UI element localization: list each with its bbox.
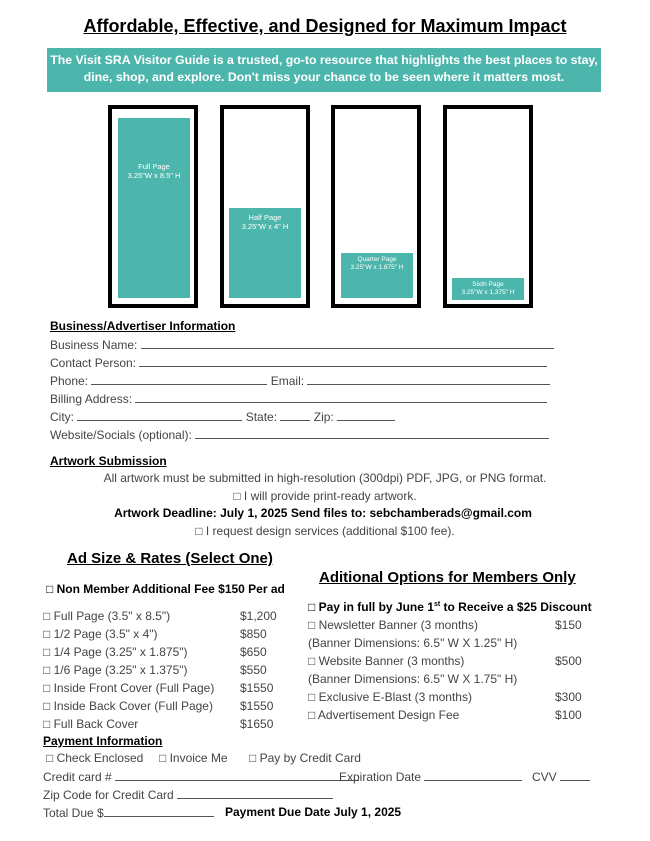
rate-price: $1550 bbox=[240, 699, 274, 713]
total-field[interactable] bbox=[104, 805, 214, 817]
ad-dims: 3.25"W x 4" H bbox=[241, 222, 289, 231]
payment-heading: Payment Information bbox=[43, 734, 163, 748]
phone-label: Phone: bbox=[50, 374, 89, 388]
page-title: Affordable, Effective, and Designed for Maximum Impact bbox=[83, 16, 567, 36]
rate-item[interactable]: □ 1/2 Page (3.5" x 4") bbox=[43, 627, 158, 641]
cvv-field[interactable] bbox=[560, 769, 590, 781]
rate-item[interactable]: □ Full Back Cover bbox=[43, 717, 139, 731]
rate-item[interactable]: □ Website Banner (3 months) bbox=[308, 654, 465, 668]
rate-item[interactable]: □ Newsletter Banner (3 months) bbox=[308, 618, 478, 632]
rate-price: $150 bbox=[555, 618, 582, 632]
payment-due: Payment Due Date July 1, 2025 bbox=[225, 805, 402, 819]
ad-name: Half Page bbox=[248, 213, 282, 222]
design-services-option[interactable]: □ I request design services (additional $100 fee). bbox=[195, 524, 455, 538]
quarter-page-frame bbox=[331, 105, 421, 308]
card-label: Credit card # bbox=[43, 770, 112, 784]
rate-price: $1550 bbox=[240, 681, 274, 695]
ad-dims: 3.25"W x 1.875" H bbox=[350, 264, 404, 271]
intro-banner: The Visit SRA Visitor Guide is a trusted, go-to resource that highlights the best places to stay, dine, shop, and explore. Don't miss your chance to be seen where it matters most. bbox=[47, 48, 601, 92]
nonmember-fee-option[interactable]: □ Non Member Additional Fee $150 Per ad bbox=[46, 582, 285, 596]
billing-label: Billing Address: bbox=[50, 392, 133, 406]
invoice-option[interactable]: □ Invoice Me bbox=[159, 751, 228, 765]
sixth-page-ad bbox=[452, 278, 524, 300]
business-name-label: Business Name: bbox=[50, 338, 138, 352]
cvv-label: CVV bbox=[532, 770, 557, 784]
artwork-requirements: All artwork must be submitted in high-resolution (300dpi) PDF, JPG, or PNG format. bbox=[103, 471, 547, 485]
artwork-deadline: Artwork Deadline: July 1, 2025 Send files to: sebchamberads@gmail.com bbox=[114, 506, 532, 520]
rate-item[interactable]: □ Advertisement Design Fee bbox=[308, 708, 460, 722]
check-enclosed-option[interactable]: □ Check Enclosed bbox=[46, 751, 144, 765]
card-field[interactable] bbox=[115, 769, 359, 781]
rate-price: $300 bbox=[555, 690, 582, 704]
email-field[interactable] bbox=[307, 373, 550, 385]
ad-dims: 3.25"W x 1.375" H bbox=[461, 289, 515, 296]
rate-item[interactable]: (Banner Dimensions: 6.5" W X 1.75" H) bbox=[308, 672, 518, 686]
quarter-page-ad bbox=[341, 253, 413, 298]
exp-label: Expiration Date bbox=[339, 770, 422, 784]
ad-name: Full Page bbox=[138, 162, 170, 171]
email-label: Email: bbox=[270, 374, 305, 388]
rate-item[interactable]: □ Inside Front Cover (Full Page) bbox=[43, 681, 215, 695]
rate-price: $650 bbox=[240, 645, 267, 659]
state-field[interactable] bbox=[280, 409, 310, 421]
website-field[interactable] bbox=[195, 427, 549, 439]
rate-price: $850 bbox=[240, 627, 267, 641]
rate-price: $550 bbox=[240, 663, 267, 677]
rate-item[interactable]: □ Inside Back Cover (Full Page) bbox=[43, 699, 213, 713]
ad-dims: 3.25"W x 8.5" H bbox=[127, 171, 181, 180]
ad-name: Sixth Page bbox=[472, 281, 504, 288]
rates-heading: Ad Size & Rates (Select One) bbox=[67, 550, 273, 567]
state-label: State: bbox=[245, 410, 278, 424]
rate-item[interactable]: □ 1/6 Page (3.25" x 1.375") bbox=[43, 663, 188, 677]
city-field[interactable] bbox=[77, 409, 242, 421]
rate-price: $1650 bbox=[240, 717, 274, 731]
business-heading: Business/Advertiser Information bbox=[50, 319, 236, 333]
half-page-ad bbox=[229, 208, 301, 298]
rate-price: $100 bbox=[555, 708, 582, 722]
discount-option[interactable] bbox=[308, 600, 592, 614]
print-ready-option[interactable]: □ I will provide print-ready artwork. bbox=[233, 489, 417, 503]
full-page-frame bbox=[108, 105, 198, 308]
zip-card-label: Zip Code for Credit Card bbox=[43, 788, 174, 802]
zip-field[interactable] bbox=[337, 409, 395, 421]
zip-card-field[interactable] bbox=[177, 787, 333, 799]
credit-card-option[interactable]: □ Pay by Credit Card bbox=[249, 751, 361, 765]
artwork-heading: Artwork Submission bbox=[50, 454, 167, 468]
city-label: City: bbox=[50, 410, 74, 424]
contact-field[interactable] bbox=[139, 355, 547, 367]
phone-field[interactable] bbox=[91, 373, 267, 385]
discount-text: □ Pay in full by June 1 bbox=[308, 600, 434, 614]
business-name-field[interactable] bbox=[141, 337, 554, 349]
options-heading: Aditional Options for Members Only bbox=[319, 569, 576, 586]
billing-field[interactable] bbox=[135, 391, 547, 403]
rate-item[interactable]: □ Exclusive E-Blast (3 months) bbox=[308, 690, 472, 704]
discount-sup: st bbox=[433, 601, 441, 608]
full-page-ad bbox=[118, 118, 190, 298]
total-label: Total Due $ bbox=[43, 806, 104, 820]
rate-price: $500 bbox=[555, 654, 582, 668]
rate-price: $1,200 bbox=[240, 609, 277, 623]
exp-field[interactable] bbox=[424, 769, 522, 781]
rate-item[interactable]: □ Full Page (3.5" x 8.5") bbox=[43, 609, 171, 623]
sixth-page-frame bbox=[443, 105, 533, 308]
half-page-frame bbox=[220, 105, 310, 308]
zip-label: Zip: bbox=[313, 410, 334, 424]
ad-name: Quarter Page bbox=[357, 256, 397, 263]
discount-text-end: to Receive a $25 Discount bbox=[440, 600, 592, 614]
website-label: Website/Socials (optional): bbox=[50, 428, 192, 442]
rate-item[interactable]: (Banner Dimensions: 6.5" W X 1.25" H) bbox=[308, 636, 518, 650]
contact-label: Contact Person: bbox=[50, 356, 137, 370]
rate-item[interactable]: □ 1/4 Page (3.25" x 1.875") bbox=[43, 645, 188, 659]
